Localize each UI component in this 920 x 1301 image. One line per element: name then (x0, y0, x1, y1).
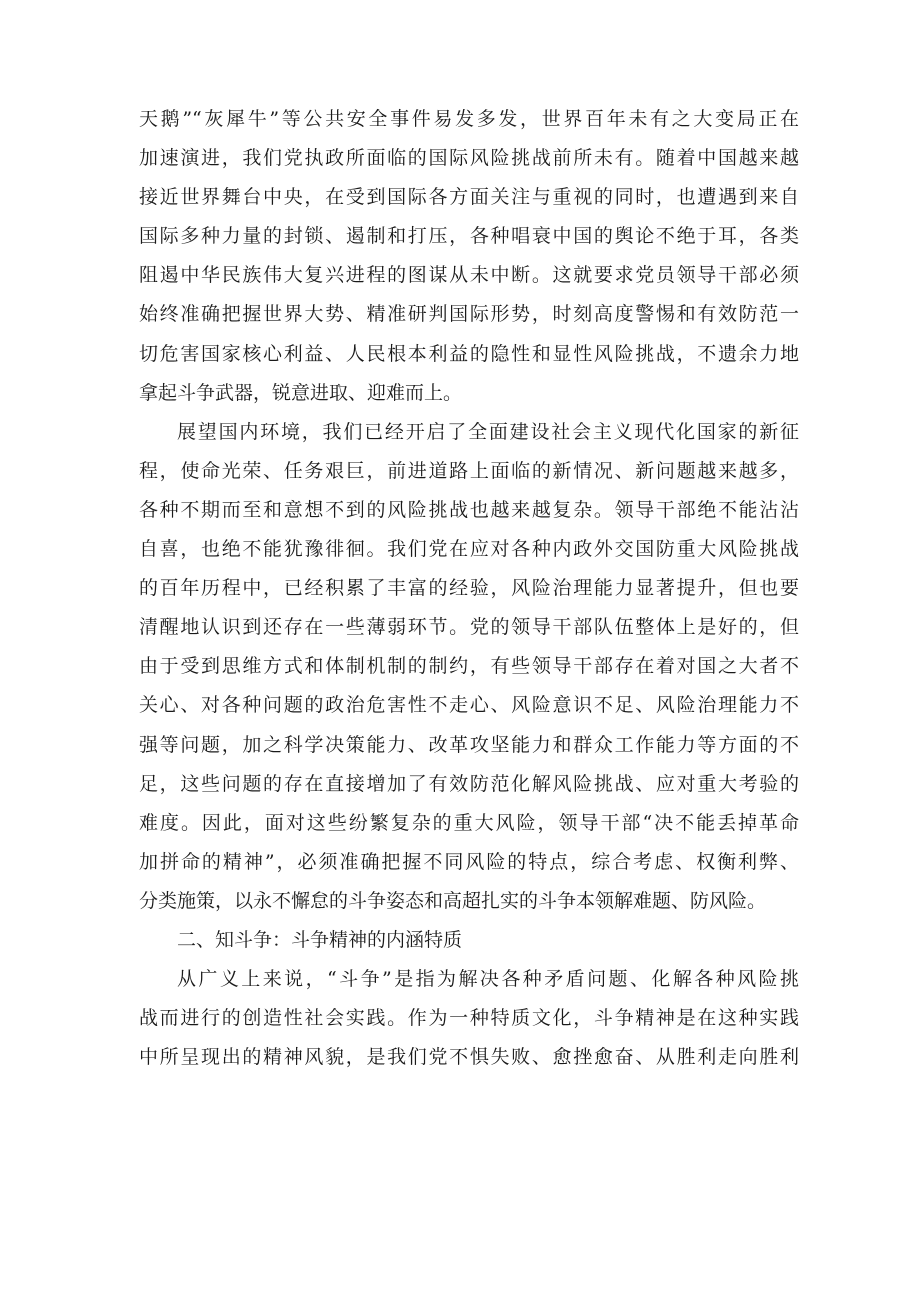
paragraph-line: 加拼命的精神”，必须准确把握不同风险的特点，综合考虑、权衡利弊、 (139, 850, 799, 873)
paragraph-line: 强等问题，加之科学决策能力、改革攻坚能力和群众工作能力等方面的不 (139, 733, 799, 756)
paragraph-line: 程，使命光荣、任务艰巨，前进道路上面临的新情况、新问题越来越多， (139, 459, 799, 482)
paragraph-line: 从广义上来说，“斗争”是指为解决各种矛盾问题、化解各种风险挑 (177, 968, 799, 991)
paragraph-line: 展望国内环境，我们已经开启了全面建设社会主义现代化国家的新征 (177, 420, 799, 443)
paragraph-line: 足，这些问题的存在直接增加了有效防范化解风险挑战、应对重大考验的 (139, 772, 799, 795)
paragraph-line: 始终准确把握世界大势、精准研判国际形势，时刻高度警惕和有效防范一 (139, 303, 799, 326)
paragraph-line: 切危害国家核心利益、人民根本利益的隐性和显性风险挑战，不遗余力地 (139, 342, 799, 365)
paragraph-line: 自喜，也绝不能犹豫徘徊。我们党在应对各种内政外交国防重大风险挑战 (139, 538, 799, 561)
paragraph-line: 难度。因此，面对这些纷繁复杂的重大风险，领导干部“决不能丢掉革命 (139, 811, 799, 834)
document-body (139, 100, 799, 1077)
paragraph-line: 国际多种力量的封锁、遏制和打压，各种唱衰中国的舆论不绝于耳，各类 (139, 225, 799, 248)
paragraph-line: 清醒地认识到还存在一些薄弱环节。党的领导干部队伍整体上是好的，但 (139, 616, 799, 639)
paragraph-line: 各种不期而至和意想不到的风险挑战也越来越复杂。领导干部绝不能沾沾 (139, 498, 799, 521)
paragraph-line: 中所呈现出的精神风貌，是我们党不惧失败、愈挫愈奋、从胜利走向胜利 (139, 1046, 799, 1069)
section-heading (139, 921, 799, 960)
paragraph (139, 100, 799, 413)
paragraph-line: 天鹅”“灰犀牛”等公共安全事件易发多发，世界百年未有之大变局正在 (139, 108, 799, 130)
paragraph-line: 关心、对各种问题的政治危害性不走心、风险意识不足、风险治理能力不 (139, 694, 799, 717)
paragraph-line: 接近世界舞台中央，在受到国际各方面关注与重视的同时，也遭遇到来自 (139, 186, 799, 209)
paragraph-line: 分类施策，以永不懈怠的斗争姿态和高超扎实的斗争本领解难题、防风险。 (139, 889, 767, 912)
paragraph (139, 960, 799, 1077)
paragraph-line: 阻遏中华民族伟大复兴进程的图谋从未中断。这就要求党员领导干部必须 (139, 264, 799, 287)
paragraph-line: 的百年历程中，已经积累了丰富的经验，风险治理能力显著提升，但也要 (139, 577, 799, 600)
paragraph (139, 413, 799, 921)
section-heading-text: 二、知斗争：斗争精神的内涵特质 (177, 928, 463, 951)
paragraph-line: 战而进行的创造性社会实践。作为一种特质文化，斗争精神是在这种实践 (139, 1007, 799, 1030)
paragraph-line: 加速演进，我们党执政所面临的国际风险挑战前所未有。随着中国越来越 (139, 147, 799, 170)
paragraph-line: 拿起斗争武器，锐意进取、迎难而上。 (139, 381, 463, 404)
paragraph-line: 由于受到思维方式和体制机制的制约，有些领导干部存在着对国之大者不 (139, 655, 799, 678)
